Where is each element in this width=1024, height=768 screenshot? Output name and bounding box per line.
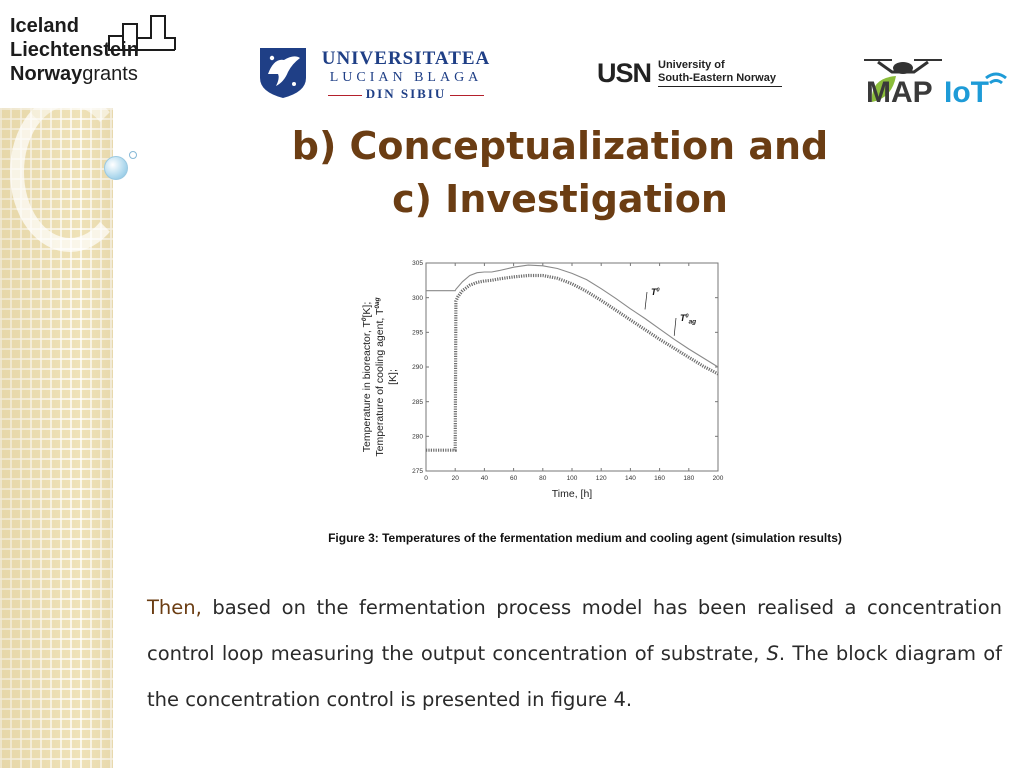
annotation-label: $T^0$ xyxy=(651,287,660,297)
x-tick-label: 200 xyxy=(712,475,724,482)
slide-title-line2: c) Investigation xyxy=(392,177,728,221)
y-tick-label: 300 xyxy=(412,294,423,302)
ulbs-logo-line1: UNIVERSITATEA xyxy=(321,48,491,69)
mapiot-logo-map: MAP xyxy=(866,76,933,108)
x-tick-label: 80 xyxy=(539,475,547,482)
usn-logo xyxy=(597,56,787,92)
y-axis-label xyxy=(361,297,399,456)
grants-logo-line2: Liechtenstein xyxy=(10,39,139,61)
ulbs-logo xyxy=(254,44,494,104)
x-tick-label: 160 xyxy=(654,475,666,482)
usn-logo-text xyxy=(658,59,776,85)
x-tick-label: 140 xyxy=(624,475,636,482)
usn-logo-line2: South-Eastern Norway xyxy=(658,72,776,84)
ulbs-logo-line3-row xyxy=(318,86,494,102)
grants-logo-norway: Norway xyxy=(10,63,83,85)
x-tick-label: 120 xyxy=(595,475,607,482)
x-tick-label: 60 xyxy=(509,475,518,482)
plot-area xyxy=(426,263,718,471)
annotation-label: $T^0_{ag}$ xyxy=(680,313,697,326)
y-axis-label-line2: Temperature of cooling agent, $T^0ag$ xyxy=(374,297,386,457)
temperature-chart xyxy=(356,255,736,505)
body-lead: Then, xyxy=(147,596,202,619)
y-tick-label: 295 xyxy=(412,329,423,337)
x-tick-label: 180 xyxy=(683,475,695,482)
y-tick-label: 290 xyxy=(412,364,423,372)
mapiot-logo xyxy=(862,52,1012,108)
body-variable: S xyxy=(766,642,779,665)
decorative-bubble xyxy=(104,156,128,180)
y-axis-label-line1: Temperature in bioreactor, $T^0[K]$; xyxy=(361,301,373,453)
ulbs-logo-text xyxy=(318,48,494,102)
y-tick-label: 285 xyxy=(412,398,423,406)
usn-logo-mark: USN xyxy=(597,58,652,88)
eagle-emblem-icon xyxy=(254,44,312,100)
slide-title-line1: b) Conceptualization and xyxy=(291,124,829,168)
grants-logo-grants: grants xyxy=(82,63,138,85)
slide-title xyxy=(210,120,910,226)
ulbs-logo-line2: LUCIAN BLAGA xyxy=(329,70,483,85)
y-tick-label: 305 xyxy=(412,260,423,268)
body-part1: based on the fermentation process model has been realised a concentration control loop measuring the output concentration of substrate, xyxy=(147,596,1002,665)
grants-logo-line3 xyxy=(10,62,180,86)
figure-caption: Figure 3: Temperatures of the fermentation medium and cooling agent (simulation results) xyxy=(328,531,842,545)
ulbs-logo-line3: DIN SIBIU xyxy=(365,86,447,101)
decorative-ring xyxy=(129,151,137,159)
grants-logo-line1: Iceland xyxy=(10,15,79,37)
y-axis-label-line3: [K]; xyxy=(387,369,399,385)
eea-grants-logo xyxy=(10,14,180,106)
x-tick-label: 100 xyxy=(566,475,578,482)
y-tick-label: 275 xyxy=(412,468,423,476)
x-tick-label: 40 xyxy=(480,475,489,482)
mapiot-logo-iot: IoT xyxy=(944,76,989,108)
wifi-icon xyxy=(986,74,1006,83)
body-paragraph xyxy=(147,585,1002,723)
body-part2: . The block diagram of the concentration control is presented in figure 4. xyxy=(147,642,1002,711)
x-axis-label: Time, [h] xyxy=(551,488,593,500)
usn-logo-line1: University of xyxy=(658,59,725,71)
usn-logo-underline xyxy=(658,86,782,87)
grants-mark-icon xyxy=(107,14,177,54)
y-tick-label: 280 xyxy=(412,433,423,441)
x-tick-label: 0 xyxy=(424,475,428,482)
x-tick-label: 20 xyxy=(451,475,459,482)
drone-icon xyxy=(864,60,942,74)
